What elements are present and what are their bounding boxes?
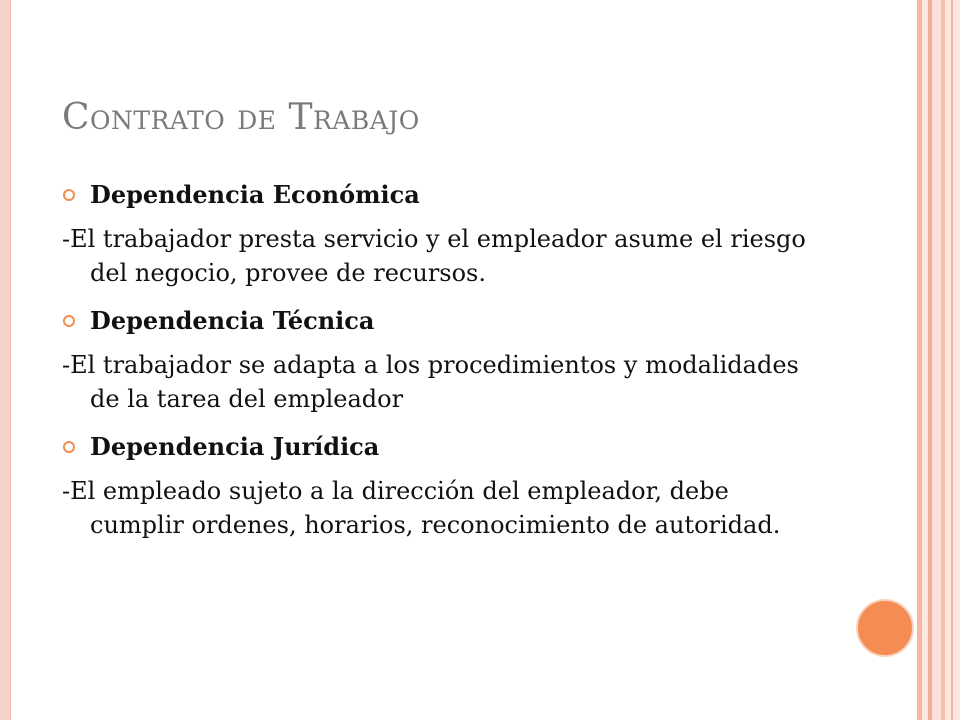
bullet-ring-icon bbox=[62, 188, 76, 202]
bullet-ring-icon bbox=[62, 314, 76, 328]
section-heading-juridica bbox=[62, 428, 822, 466]
section-heading-text: Dependencia Técnica bbox=[90, 306, 375, 335]
section-body-economica: -El trabajador presta servicio y el empleador asume el riesgo del negocio, provee de recursos. bbox=[62, 225, 806, 287]
section-heading-text: Dependencia Económica bbox=[90, 180, 420, 209]
section-heading-economica bbox=[62, 176, 822, 214]
slide-content bbox=[62, 176, 822, 550]
right-frame-stripe bbox=[932, 0, 941, 720]
section-heading-tecnica bbox=[62, 302, 822, 340]
right-frame-stripe bbox=[951, 0, 953, 720]
section-body-tecnica: -El trabajador se adapta a los procedimientos y modalidades de la tarea del empleador bbox=[62, 351, 799, 413]
section-body-juridica: -El empleado sujeto a la dirección del empleador, debe cumplir ordenes, horarios, reconocimiento de autoridad. bbox=[62, 477, 781, 539]
bullet-ring-icon bbox=[62, 440, 76, 454]
left-frame-bar bbox=[0, 0, 11, 720]
section-heading-text: Dependencia Jurídica bbox=[90, 432, 380, 461]
accent-circle bbox=[856, 599, 914, 657]
slide-title: Contrato de Trabajo bbox=[62, 97, 420, 138]
